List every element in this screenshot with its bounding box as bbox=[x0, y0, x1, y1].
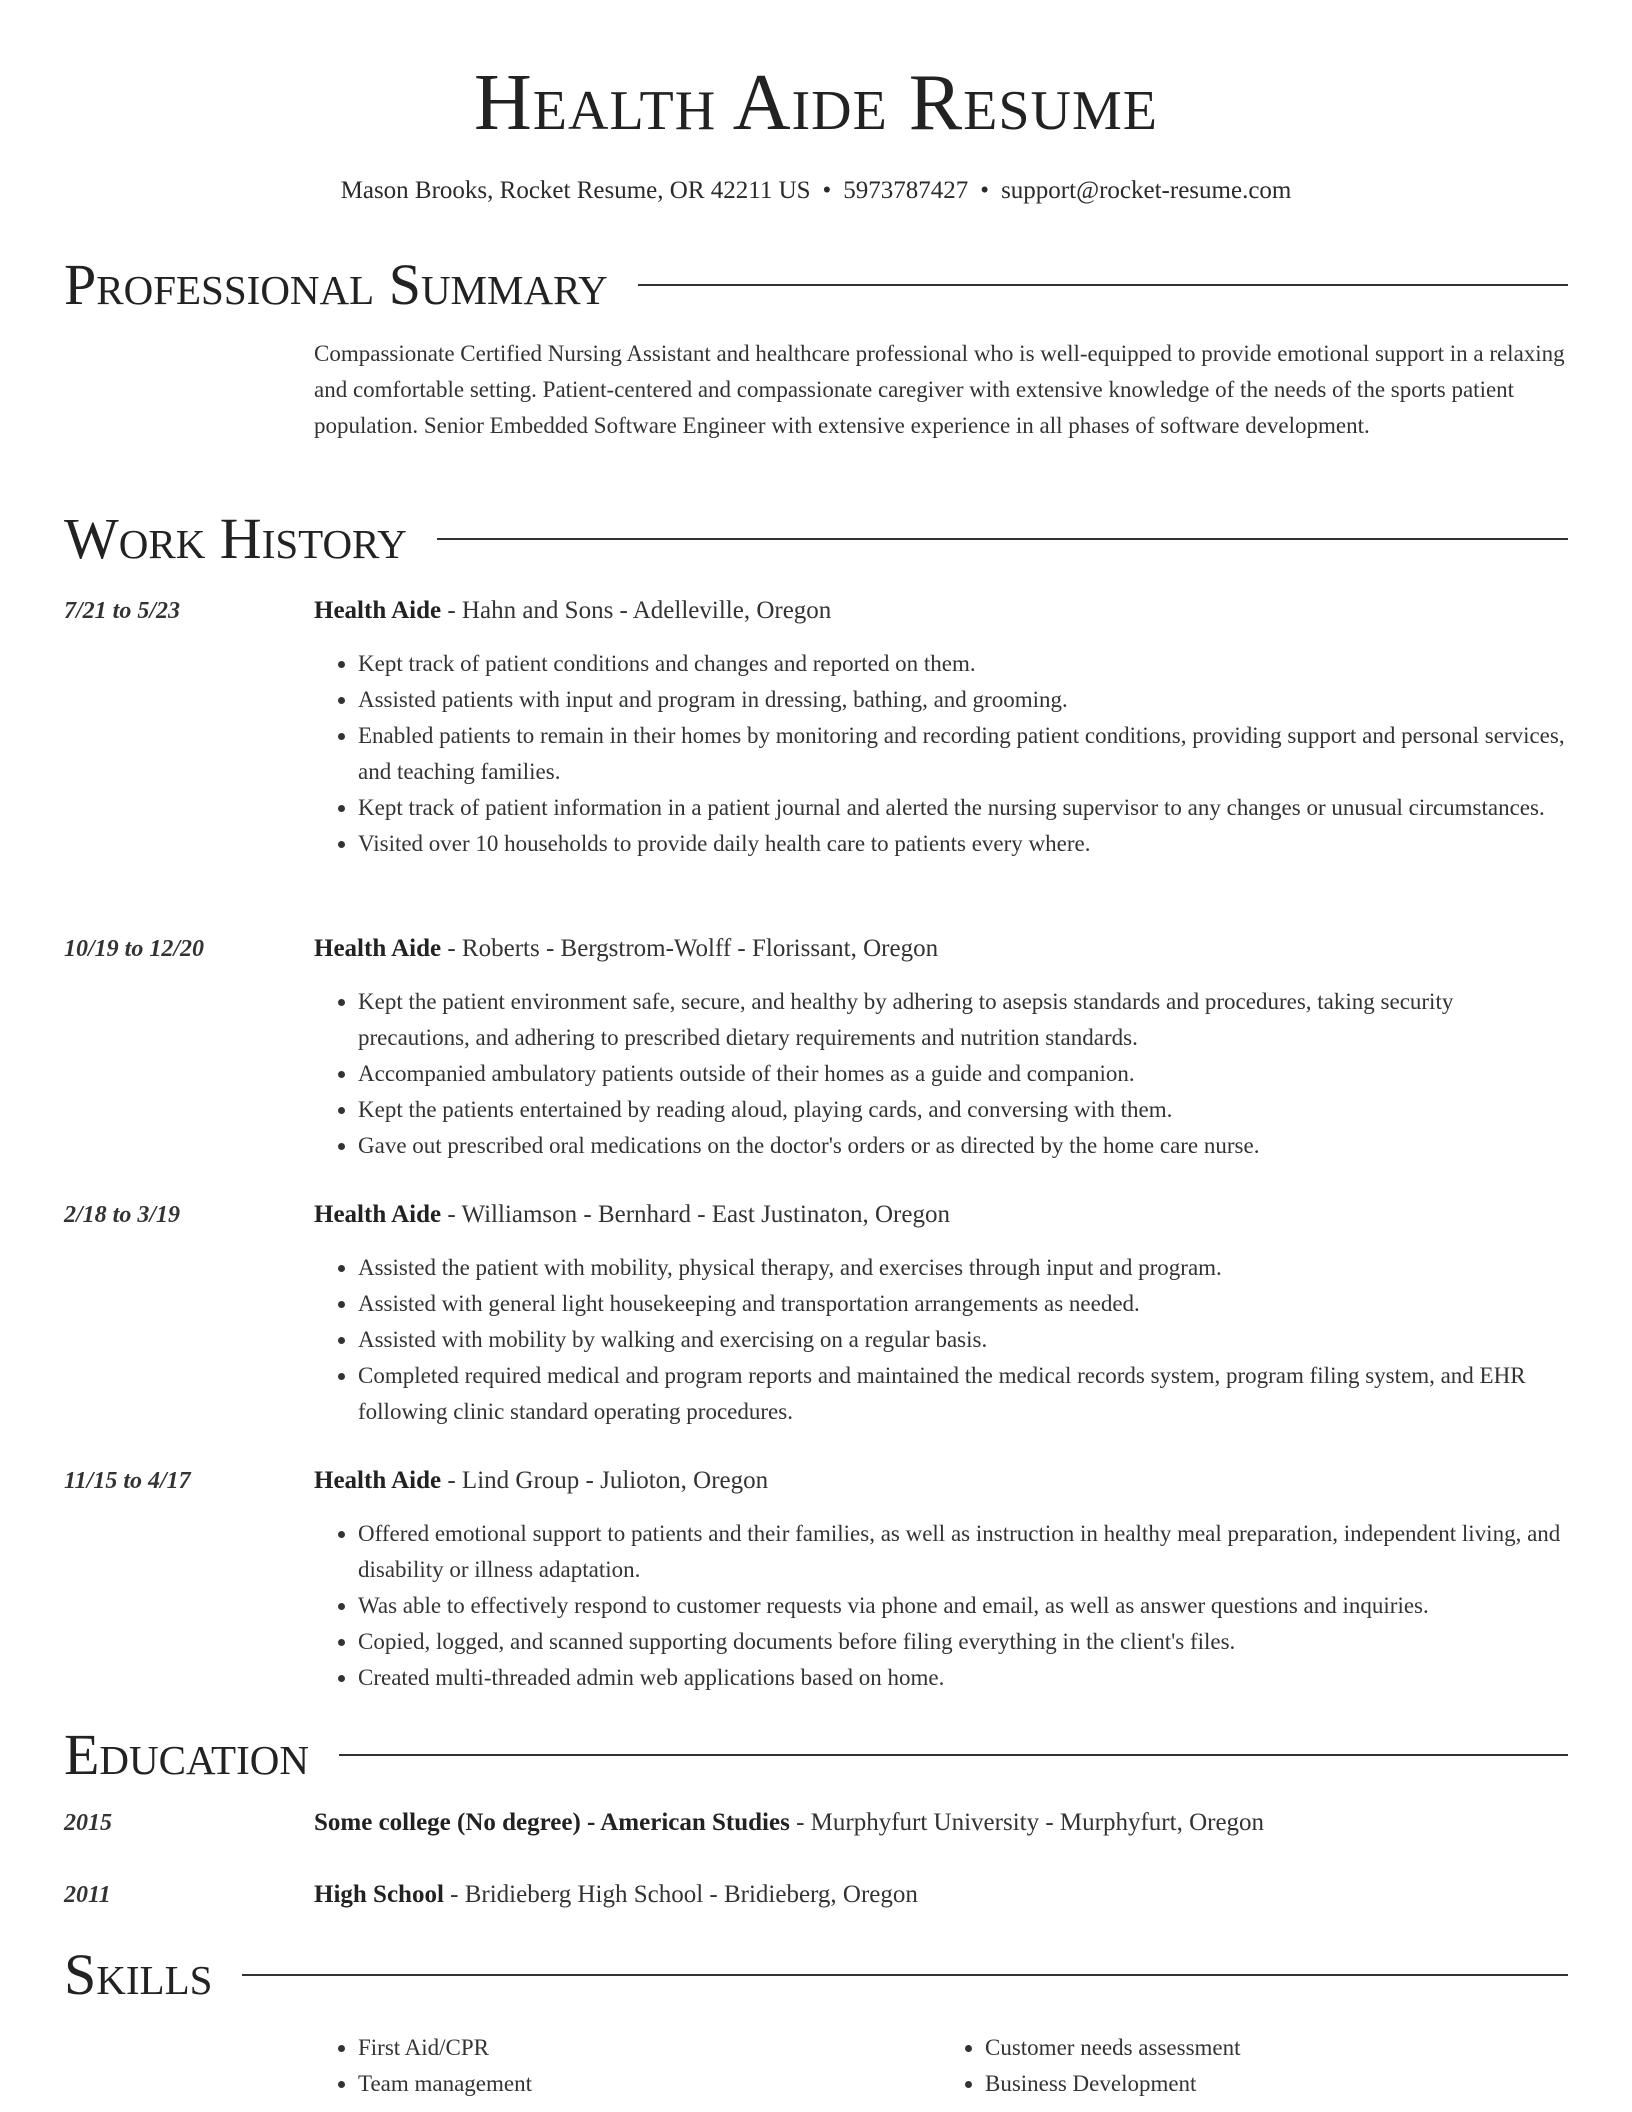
education-year: 2015 bbox=[64, 1810, 112, 1836]
list-item: • Kept the patient environment safe, secure, and healthy by adhering to asepsis standards and procedures, taking security precautions, and adhering to prescribed dietary requirements and nutrition standards. bbox=[358, 984, 1568, 1056]
skills-column-left bbox=[314, 2030, 941, 2102]
work-section-header bbox=[64, 506, 1568, 572]
document-title: Health Aide Resume bbox=[474, 59, 1158, 147]
list-item: • Kept track of patient conditions and changes and reported on them. bbox=[358, 646, 1568, 682]
list-item: • Assisted with mobility by walking and exercising on a regular basis. bbox=[358, 1322, 1568, 1358]
education-entry bbox=[314, 1878, 1568, 1912]
list-item: • Gave out prescribed oral medications on the doctor's orders or as directed by the home care nurse. bbox=[358, 1128, 1568, 1164]
list-item: • Kept track of patient information in a patient journal and alerted the nursing supervisor to any changes or unusual circumstances. bbox=[358, 790, 1568, 826]
education-section-header bbox=[64, 1722, 1568, 1788]
contact-separator: • bbox=[822, 177, 832, 204]
job-bullets bbox=[314, 984, 1568, 1164]
contact-address: Mason Brooks, Rocket Resume, OR 42211 US bbox=[340, 177, 811, 204]
job-dates: 7/21 to 5/23 bbox=[64, 598, 181, 624]
section-divider bbox=[242, 1974, 1568, 1976]
job-details: - Hahn and Sons - Adelleville, Oregon bbox=[441, 597, 832, 624]
skill-item: • First Aid/CPR bbox=[358, 2030, 941, 2066]
job-heading bbox=[314, 1464, 1568, 1498]
job-bullets bbox=[314, 1250, 1568, 1430]
list-item: • Visited over 10 households to provide daily health care to patients every where. bbox=[358, 826, 1568, 862]
job-bullets bbox=[314, 646, 1568, 862]
education-details: - Murphyfurt University - Murphyfurt, Oregon bbox=[789, 1809, 1265, 1836]
list-item: • Created multi-threaded admin web applications based on home. bbox=[358, 1660, 1568, 1696]
contact-email: support@rocket-resume.com bbox=[1001, 177, 1292, 204]
education-year: 2011 bbox=[64, 1882, 111, 1908]
list-item: • Accompanied ambulatory patients outside of their homes as a guide and companion. bbox=[358, 1056, 1568, 1092]
skills-heading: Skills bbox=[64, 1942, 213, 2007]
list-item: • Copied, logged, and scanned supporting documents before filing everything in the client's files. bbox=[358, 1624, 1568, 1660]
job-title: Health Aide bbox=[314, 1201, 442, 1228]
list-item: • Was able to effectively respond to customer requests via phone and email, as well as answer questions and inquiries. bbox=[358, 1588, 1568, 1624]
skill-item: • Customer needs assessment bbox=[985, 2030, 1568, 2066]
job-dates: 2/18 to 3/19 bbox=[64, 1202, 181, 1228]
list-item: • Completed required medical and program reports and maintained the medical records system, program filing system, and EHR following clinic standard operating procedures. bbox=[358, 1358, 1568, 1430]
education-heading: Education bbox=[64, 1722, 309, 1787]
list-item: • Assisted patients with input and program in dressing, bathing, and grooming. bbox=[358, 682, 1568, 718]
job-title: Health Aide bbox=[314, 935, 442, 962]
skills-section-header bbox=[64, 1942, 1568, 2008]
job-heading bbox=[314, 594, 1568, 628]
job-dates: 10/19 to 12/20 bbox=[64, 936, 205, 962]
work-heading: Work History bbox=[64, 506, 407, 571]
contact-separator: • bbox=[980, 177, 990, 204]
skill-item: • Business Development bbox=[985, 2066, 1568, 2102]
job-dates: 11/15 to 4/17 bbox=[64, 1468, 191, 1494]
education-details: - Bridieberg High School - Bridieberg, Oregon bbox=[443, 1881, 918, 1908]
education-title: Some college (No degree) - American Studies bbox=[314, 1809, 790, 1836]
list-item: • Kept the patients entertained by reading aloud, playing cards, and conversing with them. bbox=[358, 1092, 1568, 1128]
job-heading bbox=[314, 932, 1568, 966]
job-title: Health Aide bbox=[314, 1467, 442, 1494]
skill-item: • Team management bbox=[358, 2066, 941, 2102]
list-item: • Assisted with general light housekeeping and transportation arrangements as needed. bbox=[358, 1286, 1568, 1322]
summary-section-header bbox=[64, 252, 1568, 318]
section-divider bbox=[339, 1754, 1568, 1756]
job-details: - Lind Group - Julioton, Oregon bbox=[441, 1467, 769, 1494]
section-divider bbox=[638, 284, 1568, 286]
list-item: • Offered emotional support to patients and their families, as well as instruction in healthy meal preparation, independent living, and disability or illness adaptation. bbox=[358, 1516, 1568, 1588]
list-item: • Enabled patients to remain in their homes by monitoring and recording patient conditions, providing support and personal services, and teaching families. bbox=[358, 718, 1568, 790]
list-item: • Assisted the patient with mobility, physical therapy, and exercises through input and program. bbox=[358, 1250, 1568, 1286]
contact-line bbox=[0, 174, 1632, 208]
summary-text: Compassionate Certified Nursing Assistant and healthcare professional who is well-equipped to provide emotional support in a relaxing and comfortable setting. Patient-centered and compassionate caregiver with extensive knowledge of the needs of the sports patient population. Senior Embedded Software Engineer with extensive experience in all phases of software development. bbox=[314, 341, 1565, 438]
education-title: High School bbox=[314, 1881, 444, 1908]
summary-heading: Professional Summary bbox=[64, 252, 608, 317]
skills-list bbox=[314, 2030, 1568, 2102]
job-bullets bbox=[314, 1516, 1568, 1696]
contact-phone: 5973787427 bbox=[843, 177, 969, 204]
job-heading bbox=[314, 1198, 1568, 1232]
skills-column-right bbox=[941, 2030, 1568, 2102]
job-details: - Williamson - Bernhard - East Justinaton, Oregon bbox=[441, 1201, 950, 1228]
section-divider bbox=[437, 538, 1568, 540]
education-entry bbox=[314, 1806, 1568, 1840]
job-title: Health Aide bbox=[314, 597, 442, 624]
job-details: - Roberts - Bergstrom-Wolff - Florissant, Oregon bbox=[441, 935, 939, 962]
